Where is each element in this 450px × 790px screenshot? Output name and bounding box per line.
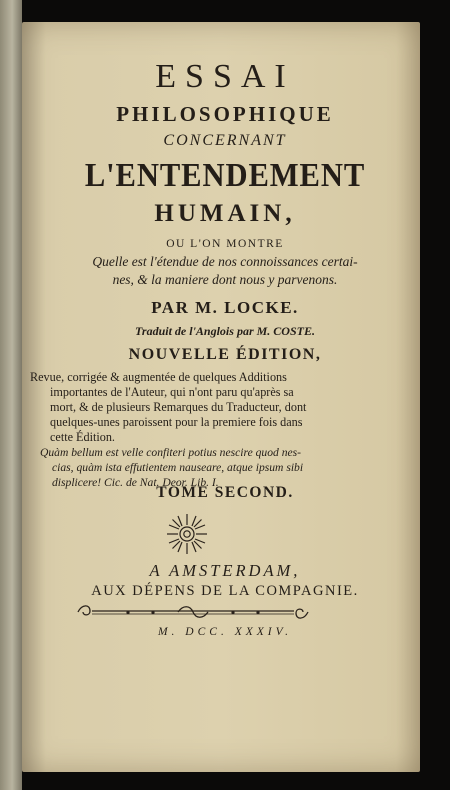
title-line-entendement: L'ENTENDEMENT [84,157,366,194]
author-line: PAR M. LOCKE. [151,298,299,317]
translator-line: Traduit de l'Anglois par M. COSTE. [135,324,315,338]
description-line: Revue, corrigée & augmentée de quelques Additions [30,370,287,384]
sun-ornament-icon [166,513,208,555]
imprint-date: M. DCC. XXXIV. [157,626,293,638]
title-line-humain: HUMAIN, [154,200,296,227]
description-line: importantes de l'Auteur, qui n'ont paru qu'après sa [50,385,294,399]
epigraph-line: cias, quàm ista effutientem nauseare, atque ipsum sibi [52,461,304,474]
subtitle-line-2: nes, & la maniere dont nous y parvenons. [112,272,338,287]
title-line-philosophique: PHILOSOPHIQUE [116,102,334,126]
title-line-essai: ESSAI [155,58,295,95]
decorative-rule [68,602,318,622]
title-line-concernant: CONCERNANT [163,132,287,149]
epigraph-line: Quàm bellum est velle confiteri potius nescire quod nes- [40,446,302,459]
description-line: quelques-unes paroissent pour la premiere fois dans [50,415,303,429]
imprint-place: A AMSTERDAM, [149,561,301,580]
description-line: cette Édition. [50,430,115,444]
volume-line: TOME SECOND. [156,484,294,501]
epigraph-line: displicere! Cic. de Nat. Deor. Lib. I. [52,476,219,489]
subtitle-intro: OU L'ON MONTRE [166,238,284,250]
description-line: mort, & de plusieurs Remarques du Traducteur, dont [50,400,307,414]
imprint-publisher: AUX DÉPENS DE LA COMPAGNIE. [91,583,359,599]
edition-line: NOUVELLE ÉDITION, [128,346,322,363]
subtitle-line-1: Quelle est l'étendue de nos connoissances certai- [92,254,358,269]
